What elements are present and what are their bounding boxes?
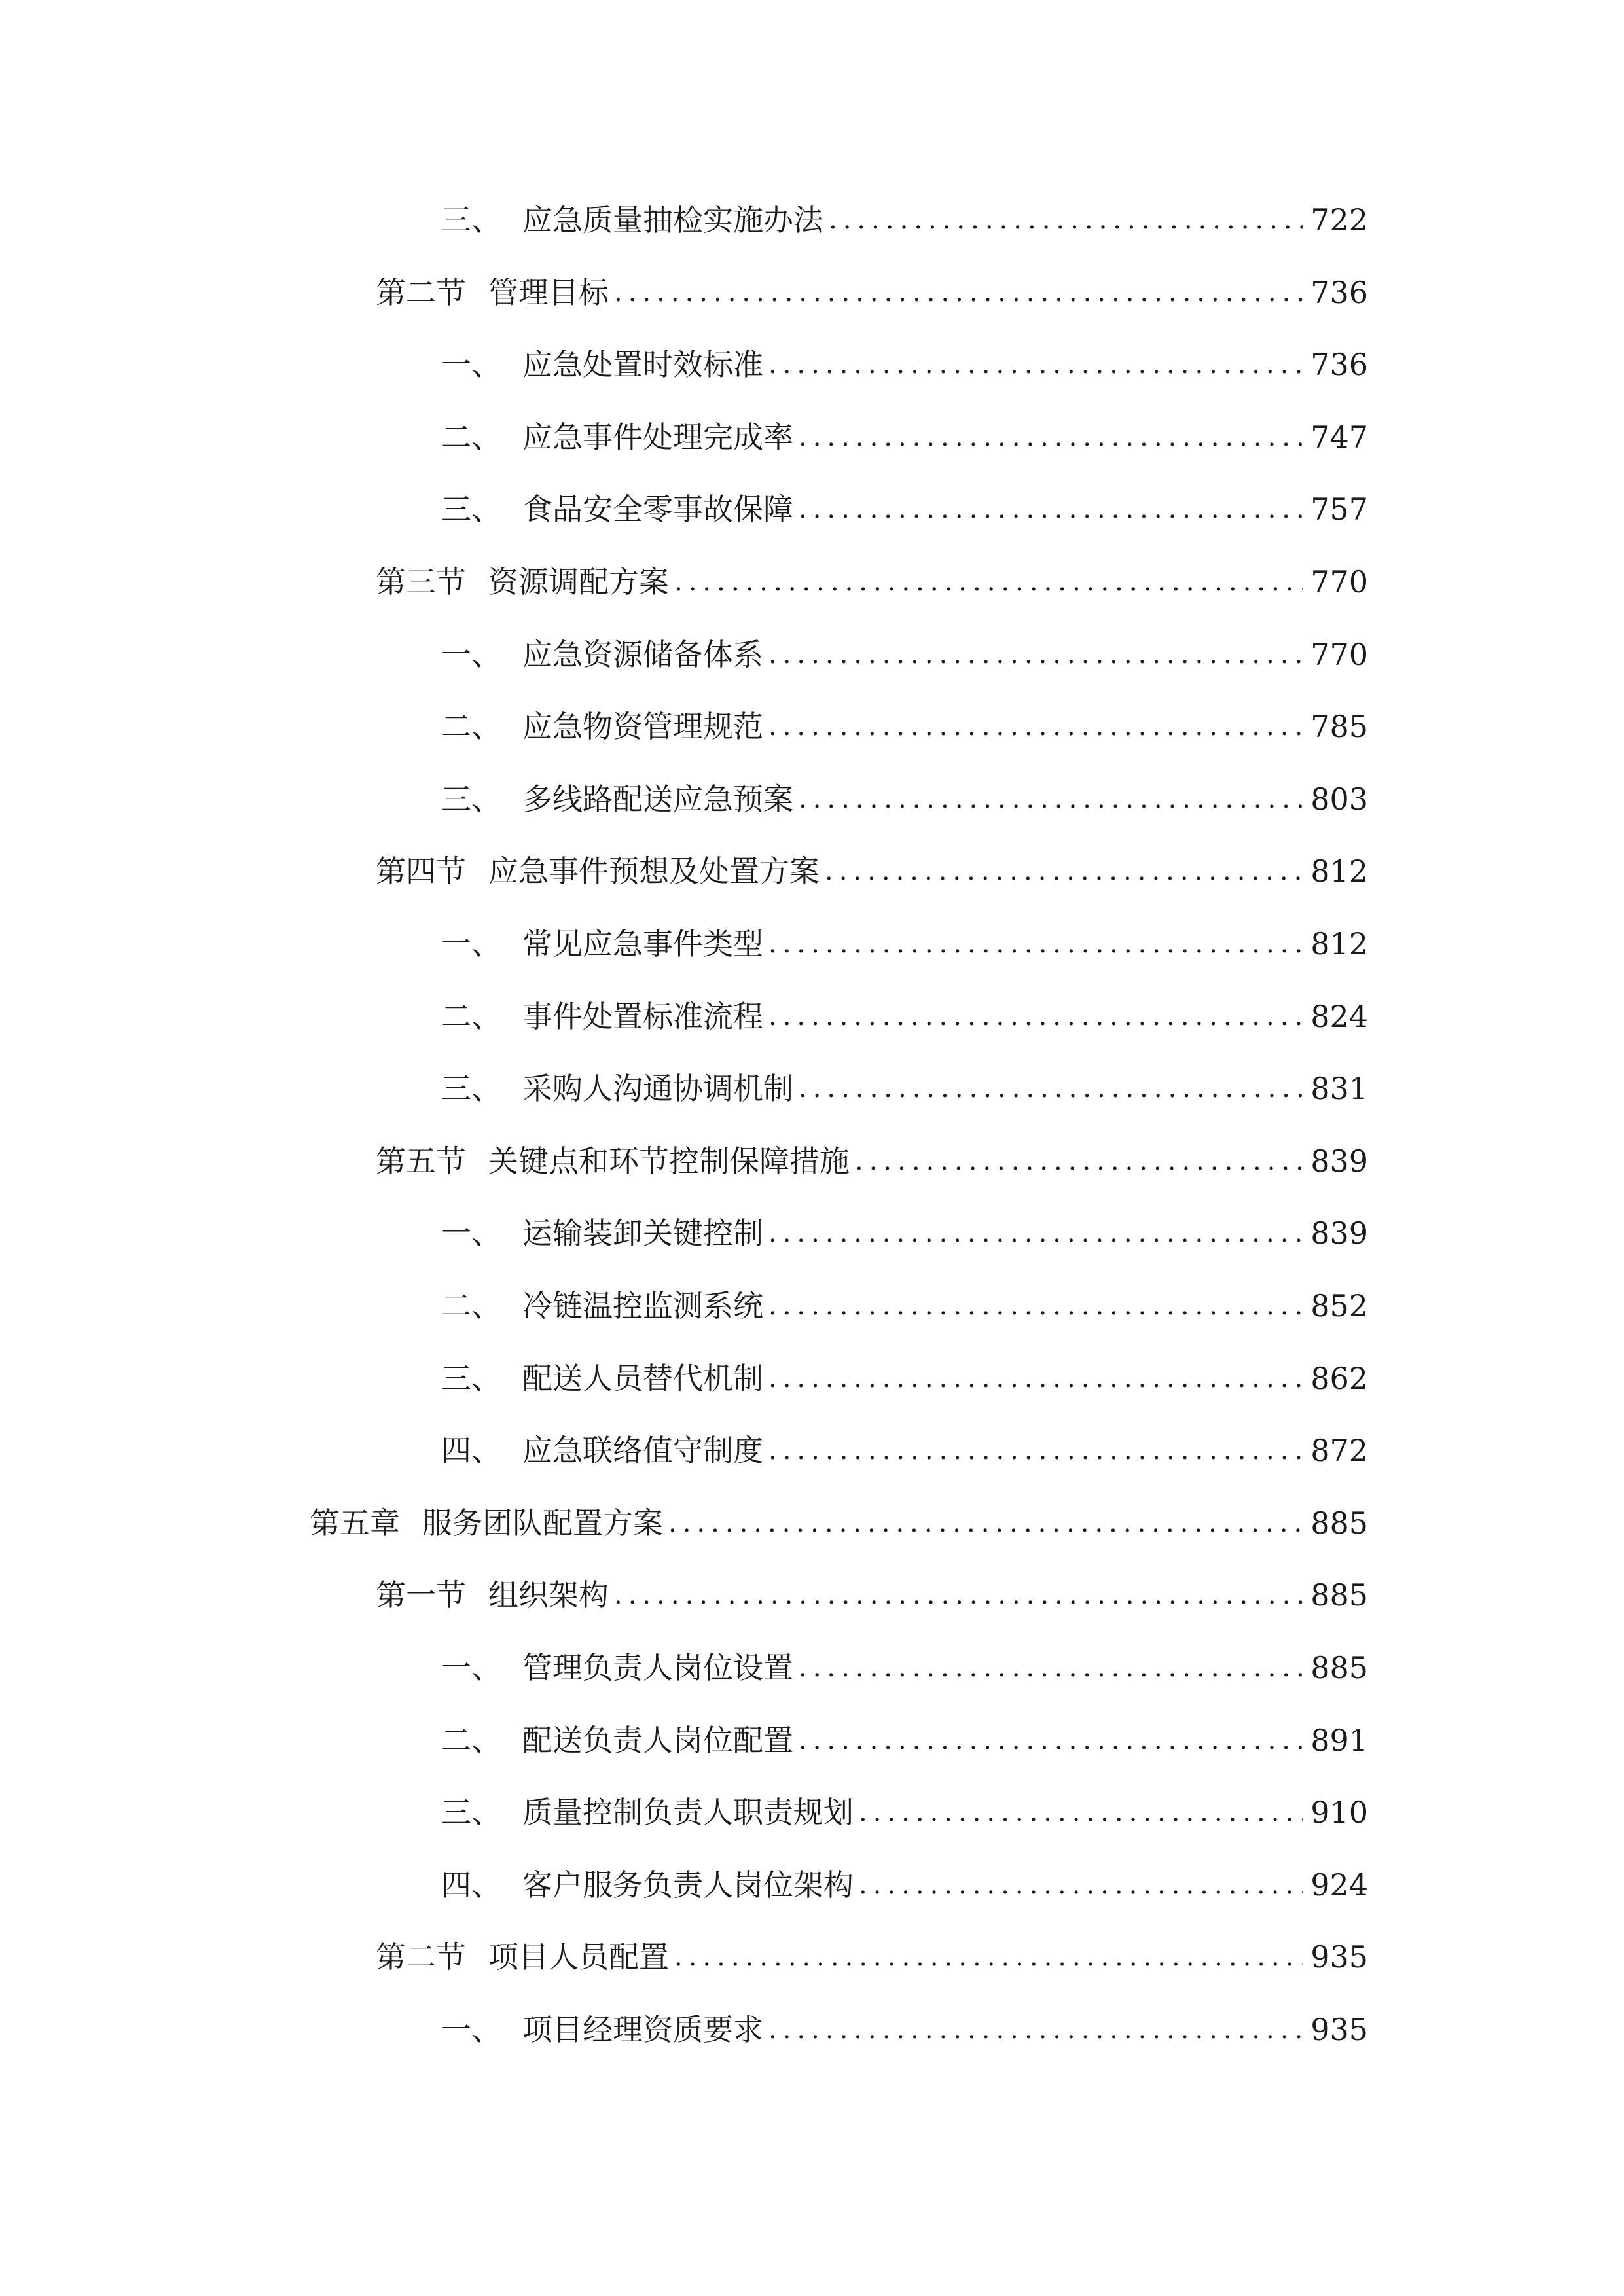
toc-entry-title: 应急事件处理完成率 (522, 420, 793, 455)
toc-entry-page-number: 770 (1310, 637, 1368, 672)
toc-dot-leader (614, 1569, 1303, 1621)
toc-entry-title: 应急联络值守制度 (522, 1433, 763, 1468)
toc-entry-page-number: 736 (1310, 347, 1368, 382)
toc-entry-title: 配送人员替代机制 (522, 1361, 763, 1396)
toc-dot-leader (829, 194, 1303, 246)
toc-entry-title: 质量控制负责人职责规划 (522, 1795, 854, 1830)
toc-dot-leader (768, 990, 1303, 1043)
toc-entry[interactable] (441, 1280, 1368, 1332)
toc-entry-title: 采购人沟通协调机制 (522, 1071, 793, 1106)
toc-dot-leader (614, 266, 1303, 319)
toc-entry[interactable] (376, 1931, 1368, 1983)
toc-entry-title: 应急事件预想及处置方案 (488, 853, 820, 889)
toc-entry-title: 事件处置标准流程 (522, 999, 763, 1034)
toc-entry-page-number: 831 (1310, 1071, 1368, 1106)
toc-entry-page-number: 862 (1310, 1361, 1368, 1396)
toc-entry-title: 应急处置时效标准 (522, 347, 763, 382)
toc-entry-title: 客户服务负责人岗位架构 (522, 1867, 854, 1903)
toc-entry-page-number: 924 (1310, 1867, 1368, 1903)
toc-entry-title: 常见应急事件类型 (522, 926, 763, 961)
toc-entry-number: 第一节 (376, 1577, 466, 1613)
toc-entry[interactable] (376, 1569, 1368, 1621)
toc-entry[interactable] (376, 556, 1368, 608)
toc-dot-leader (768, 2003, 1303, 2056)
toc-dot-leader (799, 1714, 1303, 1767)
toc-entry-number: 一、 (441, 347, 501, 382)
toc-entry-page-number: 885 (1310, 1650, 1368, 1685)
toc-entry-title: 冷链温控监测系统 (522, 1288, 763, 1323)
toc-entry-number: 三、 (441, 492, 501, 527)
toc-entry-title: 项目人员配置 (488, 1939, 669, 1975)
toc-entry[interactable] (441, 1641, 1368, 1694)
toc-dot-leader (825, 845, 1303, 897)
toc-entry-page-number: 885 (1310, 1577, 1368, 1613)
toc-entry-page-number: 839 (1310, 1143, 1368, 1179)
toc-entry-number: 四、 (441, 1433, 501, 1468)
toc-entry[interactable] (441, 1786, 1368, 1839)
toc-entry[interactable] (441, 1352, 1368, 1405)
toc-entry-number: 第五节 (376, 1143, 466, 1179)
toc-dot-leader (768, 628, 1303, 681)
toc-entry-title: 管理目标 (488, 275, 609, 310)
toc-entry-page-number: 747 (1310, 420, 1368, 455)
toc-entry-page-number: 872 (1310, 1433, 1368, 1468)
toc-entry-number: 二、 (441, 1288, 501, 1323)
toc-entry-title: 食品安全零事故保障 (522, 492, 793, 527)
toc-entry-title: 运输装卸关键控制 (522, 1215, 763, 1251)
toc-entry-page-number: 736 (1310, 275, 1368, 310)
toc-entry[interactable] (376, 266, 1368, 319)
toc-entry-number: 一、 (441, 1650, 501, 1685)
toc-entry-number: 三、 (441, 1071, 501, 1106)
toc-entry-number: 一、 (441, 637, 501, 672)
toc-dot-leader (768, 1207, 1303, 1259)
toc-entry-number: 四、 (441, 1867, 501, 1903)
toc-dot-leader (799, 1062, 1303, 1115)
toc-entry[interactable] (441, 773, 1368, 825)
toc-dot-leader (668, 1497, 1303, 1549)
toc-entry[interactable] (441, 411, 1368, 463)
toc-entry-page-number: 757 (1310, 492, 1368, 527)
toc-entry-title: 服务团队配置方案 (422, 1505, 663, 1541)
toc-entry-number: 三、 (441, 1795, 501, 1830)
toc-dot-leader (859, 1786, 1303, 1839)
toc-entry[interactable] (441, 1859, 1368, 1911)
toc-entry-title: 应急质量抽检实施办法 (522, 202, 823, 238)
toc-entry-title: 资源调配方案 (488, 564, 669, 600)
toc-dot-leader (799, 773, 1303, 825)
toc-entry-number: 三、 (441, 202, 501, 238)
toc-entry[interactable] (376, 1135, 1368, 1187)
toc-entry-page-number: 891 (1310, 1723, 1368, 1758)
toc-entry-page-number: 885 (1310, 1505, 1368, 1541)
toc-dot-leader (799, 1641, 1303, 1694)
toc-entry-page-number: 910 (1310, 1795, 1368, 1830)
toc-dot-leader (799, 483, 1303, 535)
toc-entry-page-number: 824 (1310, 999, 1368, 1034)
toc-dot-leader (799, 411, 1303, 463)
toc-dot-leader (855, 1135, 1303, 1187)
toc-entry-title: 配送负责人岗位配置 (522, 1723, 793, 1758)
toc-dot-leader (768, 700, 1303, 753)
toc-dot-leader (768, 1280, 1303, 1332)
toc-entry-title: 关键点和环节控制保障措施 (488, 1143, 850, 1179)
toc-entry[interactable] (441, 1207, 1368, 1259)
toc-entry-number: 第二节 (376, 275, 466, 310)
toc-dot-leader (768, 338, 1303, 391)
toc-entry[interactable] (441, 1062, 1368, 1115)
toc-entry[interactable] (310, 1497, 1368, 1549)
toc-entry-page-number: 812 (1310, 853, 1368, 889)
toc-entry[interactable] (441, 628, 1368, 681)
toc-entry[interactable] (441, 1714, 1368, 1767)
toc-entry[interactable] (441, 1424, 1368, 1477)
toc-entry-page-number: 935 (1310, 2012, 1368, 2047)
toc-dot-leader (674, 556, 1303, 608)
toc-entry-title: 组织架构 (488, 1577, 609, 1613)
toc-entry-page-number: 785 (1310, 709, 1368, 744)
toc-entry-number: 第三节 (376, 564, 466, 600)
toc-entry-number: 第五章 (310, 1505, 400, 1541)
toc-entry[interactable] (441, 2003, 1368, 2056)
toc-entry-number: 第二节 (376, 1939, 466, 1975)
toc-entry-number: 三、 (441, 1361, 501, 1396)
toc-entry-page-number: 722 (1310, 202, 1368, 238)
toc-entry-page-number: 803 (1310, 781, 1368, 817)
toc-dot-leader (768, 1352, 1303, 1405)
toc-entry-title: 管理负责人岗位设置 (522, 1650, 793, 1685)
toc-entry-number: 第四节 (376, 853, 466, 889)
toc-entry-page-number: 852 (1310, 1288, 1368, 1323)
toc-entry-page-number: 935 (1310, 1939, 1368, 1975)
toc-entry-title: 项目经理资质要求 (522, 2012, 763, 2047)
toc-entry-number: 二、 (441, 999, 501, 1034)
toc-entry-page-number: 812 (1310, 926, 1368, 961)
toc-entry[interactable] (441, 194, 1368, 246)
toc-dot-leader (768, 918, 1303, 970)
toc-entry[interactable] (441, 918, 1368, 970)
toc-entry-number: 二、 (441, 1723, 501, 1758)
toc-entry-number: 二、 (441, 709, 501, 744)
toc-entry[interactable] (441, 338, 1368, 391)
toc-entry-number: 一、 (441, 1215, 501, 1251)
toc-entry-title: 多线路配送应急预案 (522, 781, 793, 817)
toc-entry[interactable] (376, 845, 1368, 897)
toc-entry[interactable] (441, 483, 1368, 535)
toc-entry-number: 三、 (441, 781, 501, 817)
toc-entry[interactable] (441, 990, 1368, 1043)
toc-entry-page-number: 839 (1310, 1215, 1368, 1251)
toc-entry-title: 应急物资管理规范 (522, 709, 763, 744)
toc-dot-leader (674, 1931, 1303, 1983)
toc-entry-number: 一、 (441, 926, 501, 961)
toc-dot-leader (859, 1859, 1303, 1911)
toc-entry-number: 一、 (441, 2012, 501, 2047)
toc-entry-title: 应急资源储备体系 (522, 637, 763, 672)
toc-entry[interactable] (441, 700, 1368, 753)
toc-entry-number: 二、 (441, 420, 501, 455)
toc-dot-leader (768, 1424, 1303, 1477)
toc-entry-page-number: 770 (1310, 564, 1368, 600)
